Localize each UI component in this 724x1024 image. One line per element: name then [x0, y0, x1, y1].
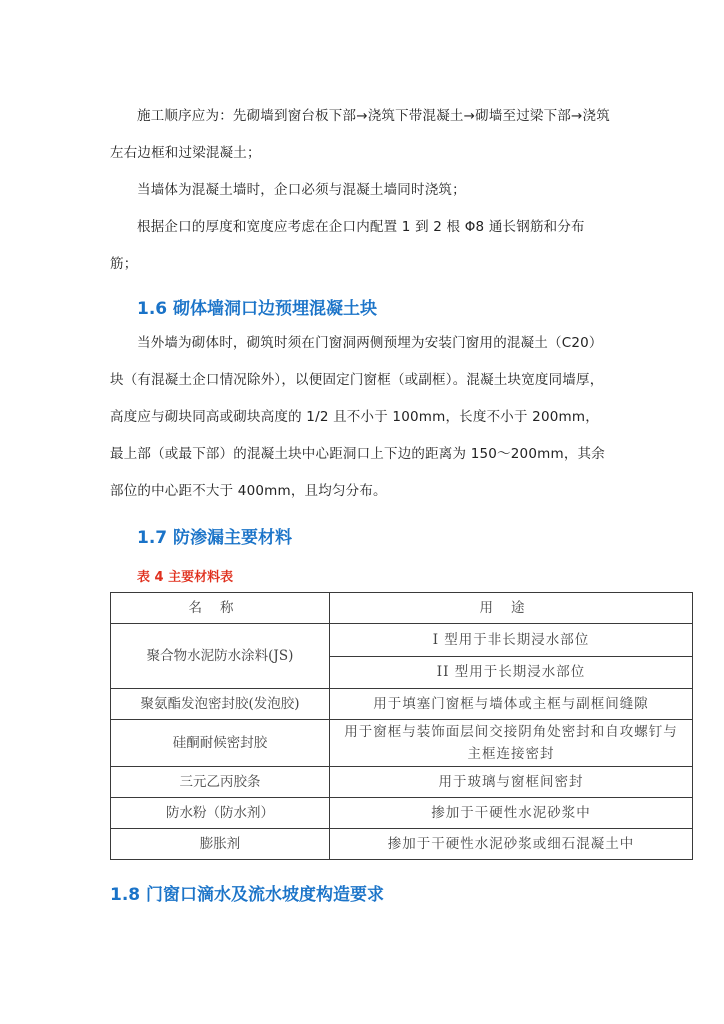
table-row	[111, 767, 693, 798]
table-row	[111, 829, 693, 860]
header-name: 名称	[111, 593, 330, 624]
table-row	[111, 689, 693, 720]
heading-1-8: 1.8 门窗口滴水及流水坡度构造要求	[110, 885, 385, 905]
table-caption: 表 4 主要材料表	[137, 570, 234, 585]
materials-table	[110, 592, 693, 860]
heading-1-6: 1.6 砌体墙洞口边预埋混凝土块	[137, 299, 378, 319]
paragraph-rebar: 根据企口的厚度和宽度应考虑在企口内配置 1 到 2 根 Φ8 通长钢筋和分布筋；	[110, 219, 585, 272]
material-name: 膨胀剂	[111, 829, 330, 860]
table-row	[111, 624, 693, 657]
material-name: 硅酮耐候密封胶	[111, 720, 330, 767]
heading-1-7: 1.7 防渗漏主要材料	[137, 528, 293, 548]
material-use: 掺加于干硬性水泥砂浆或细石混凝土中	[330, 829, 693, 860]
material-name: 聚氨酯发泡密封胶(发泡胶)	[111, 689, 330, 720]
material-use: II 型用于长期浸水部位	[330, 656, 693, 689]
table-row	[111, 798, 693, 829]
paragraph-embedded-blocks: 当外墙为砌体时，砌筑时须在门窗洞两侧预埋为安装门窗用的混凝土（C20）块（有混凝土企口情况除外），以便固定门窗框（或副框）。混凝土块宽度同墙厚，高度应与砌块同高或砌块高度的 1/2 且不小于 100mm，长度不小于 200mm，最上部（或最下部）的混凝土块中心距洞口上下边的距离为 150～200mm，其余部位的中心距不大于 400mm，且均匀分布。	[110, 335, 605, 499]
header-use: 用途	[330, 593, 693, 624]
material-name: 防水粉（防水剂）	[111, 798, 330, 829]
material-use: I 型用于非长期浸水部位	[330, 624, 693, 657]
paragraph-concrete-wall: 当墙体为混凝土墙时，企口必须与混凝土墙同时浇筑；	[137, 182, 466, 198]
table-header-row	[111, 593, 693, 624]
material-name: 聚合物水泥防水涂料(JS)	[111, 624, 330, 689]
material-use: 用于玻璃与窗框间密封	[330, 767, 693, 798]
table-row	[111, 720, 693, 767]
material-use: 掺加于干硬性水泥砂浆中	[330, 798, 693, 829]
material-use: 用于填塞门窗框与墙体或主框与副框间缝隙	[330, 689, 693, 720]
material-name: 三元乙丙胶条	[111, 767, 330, 798]
paragraph-construction-sequence: 施工顺序应为：先砌墙到窗台板下部→浇筑下带混凝土→砌墙至过梁下部→浇筑左右边框和过梁混凝土；	[110, 108, 610, 161]
material-use: 用于窗框与装饰面层间交接阴角处密封和自攻螺钉与主框连接密封	[330, 720, 693, 767]
